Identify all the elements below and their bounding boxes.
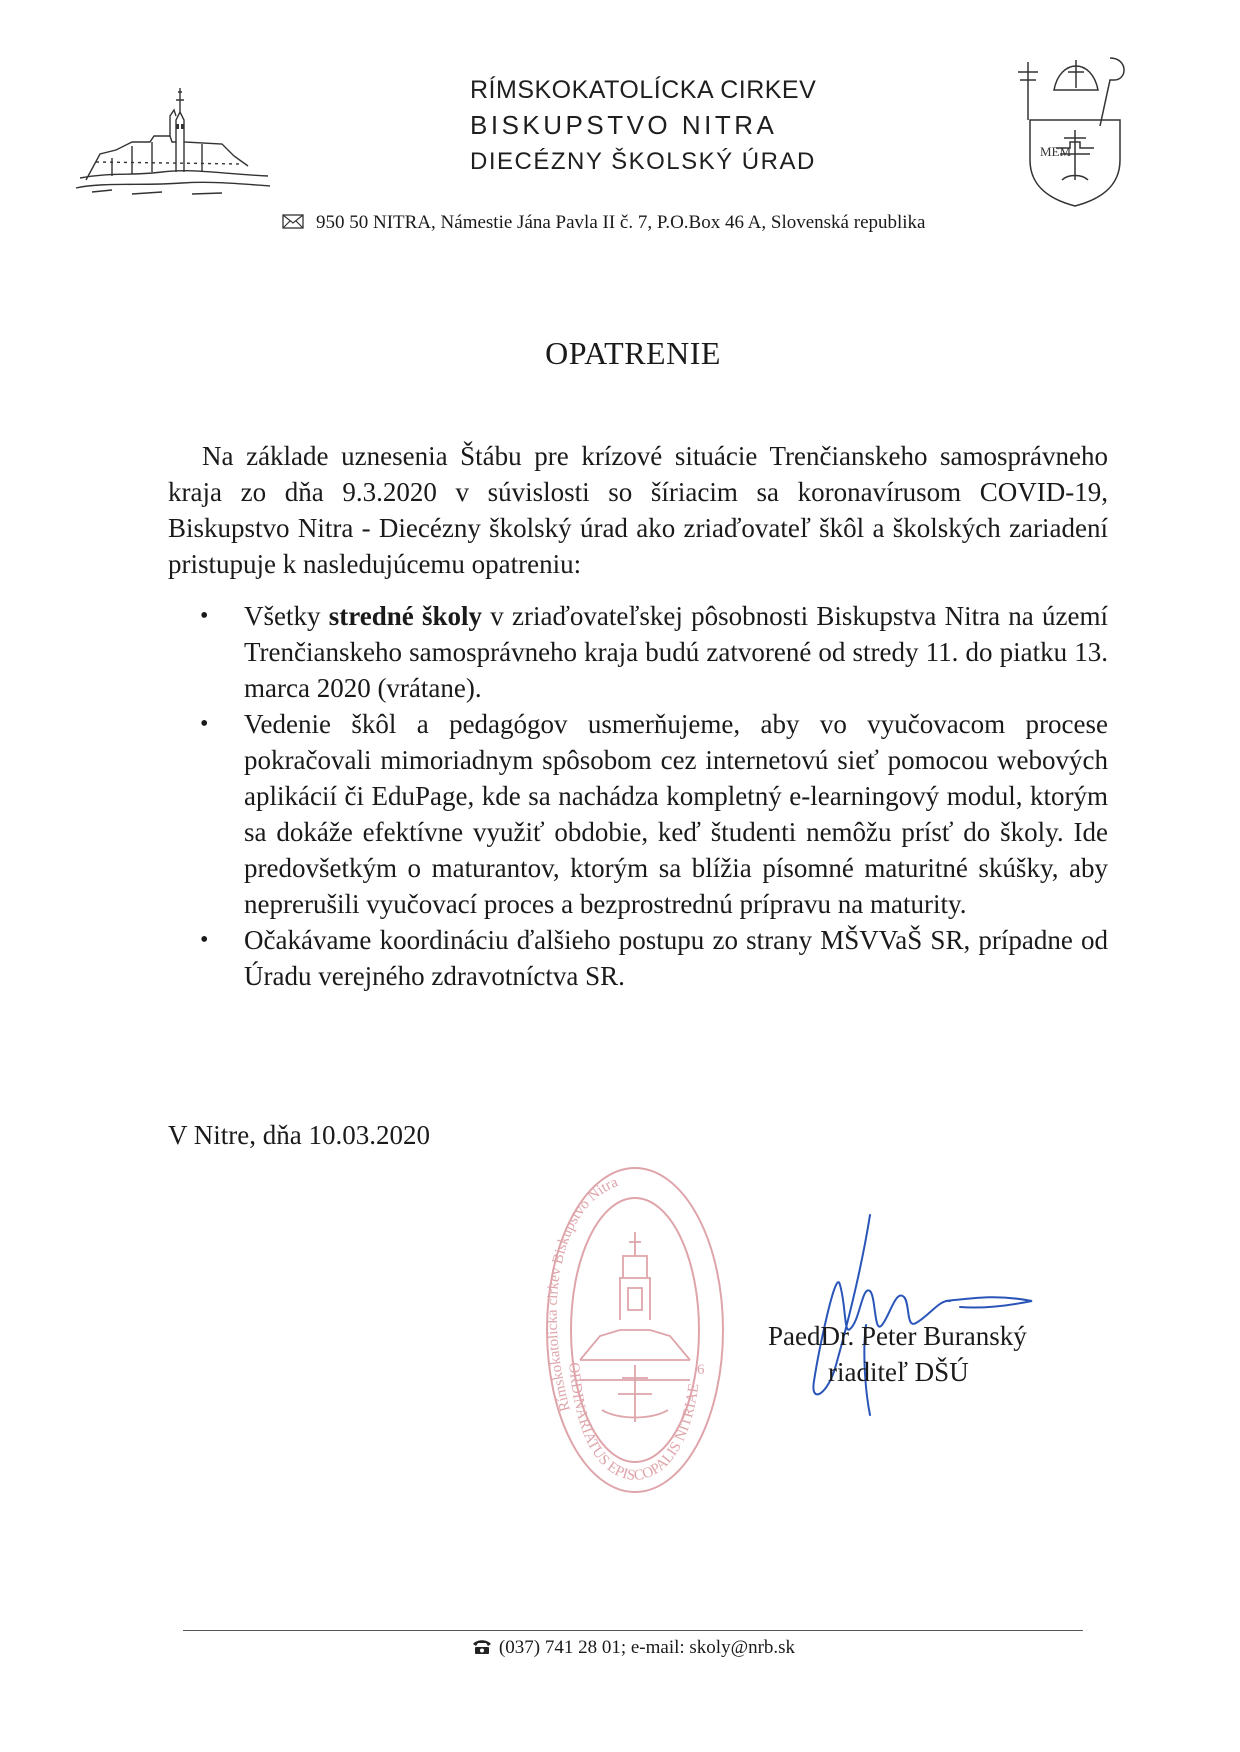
seal-stamp-icon [540, 1160, 730, 1500]
diocese-emblem-icon [1010, 50, 1140, 210]
seal-number: 6 [697, 1362, 705, 1378]
list-item [200, 922, 1108, 994]
intro-paragraph: Na základe uznesenia Štábu pre krízové situácie Trenčianskeho samosprávneho kraja zo dňa 9.3.2020 v súvislosti so šíriacim sa koronavírusom COVID-19, Biskupstvo Nitra - Diecézny školský úrad ako zriaďovateľ škôl a školských zariadení pristupuje k nasledujúcemu opatreniu: [168, 441, 1108, 579]
signatory-name: PaedDr. Peter Buranský [768, 1321, 1027, 1351]
footer-divider [183, 1630, 1083, 1631]
office-name: DIECÉZNY ŠKOLSKÝ ÚRAD [470, 148, 816, 175]
signatory-block [768, 1318, 1027, 1390]
measure-emphasis: stredné školy [328, 601, 482, 631]
letterhead-text [470, 78, 930, 184]
footer-text: (037) 741 28 01; e-mail: skoly@nrb.sk [498, 1637, 796, 1658]
list-item [200, 598, 1108, 706]
measure-text: Vedenie škôl a pedagógov usmerňujeme, aby vo vyučovacom procese pokračovali mimoriadnym spôsobom cez internetovú sieť pomocou webových aplikácií či EduPage, kde sa nachádza kompletný e-learningový modul, ktorým sa dokáže efektívne využiť obdobie, keď študenti nemôžu prísť do školy. Ide predovšetkým o maturantov, ktorým sa blížia písomné maturitné skúšky, aby neprerušili vyučovací proces a bezprostrednú prípravu na maturity. [244, 709, 1108, 919]
church-name: RÍMSKOKATOLÍCKA CIRKEV [470, 76, 817, 104]
seal-outer-text: Rímskokatolícka cirkev Biskupstvo Nitra [544, 1174, 621, 1413]
measure-text-part: v zriaďovateľskej pôsobnosti Biskupstva Nitra na území Trenčianskeho samosprávneho kraja budú zatvorené od stredy 11. do piatku 13. marca 2020 (vrátane). [244, 601, 1108, 703]
diocese-name: BISKUPSTVO NITRA [470, 110, 778, 140]
castle-logo [72, 80, 272, 210]
measures-list [200, 598, 1108, 994]
list-item [200, 706, 1108, 922]
place-date: V Nitre, dňa 10.03.2020 [168, 1120, 430, 1150]
footer-contact [0, 1637, 1240, 1659]
document-title: OPATRENIE [545, 335, 721, 371]
emblem-letters: MEM [1040, 144, 1072, 159]
measure-text [244, 601, 1108, 703]
measure-text: Očakávame koordináciu ďalšieho postupu zo strany MŠVVaŠ SR, prípadne od Úradu verejného zdravotníctva SR. [244, 925, 1108, 991]
signatory-title: riaditeľ DŠÚ [828, 1357, 969, 1387]
phone-icon [471, 1639, 493, 1655]
seal-inner-text: ORDINARIATUS EPISCOPALIS NITRIAE [565, 1361, 703, 1485]
measure-text-part: Všetky [244, 601, 329, 631]
address-text: 950 50 NITRA, Námestie Jána Pavla II č. 7, P.O.Box 46 A, Slovenská republika [316, 212, 926, 233]
signature-image [770, 1205, 1070, 1425]
envelope-icon [282, 213, 304, 228]
address-line [282, 212, 926, 234]
